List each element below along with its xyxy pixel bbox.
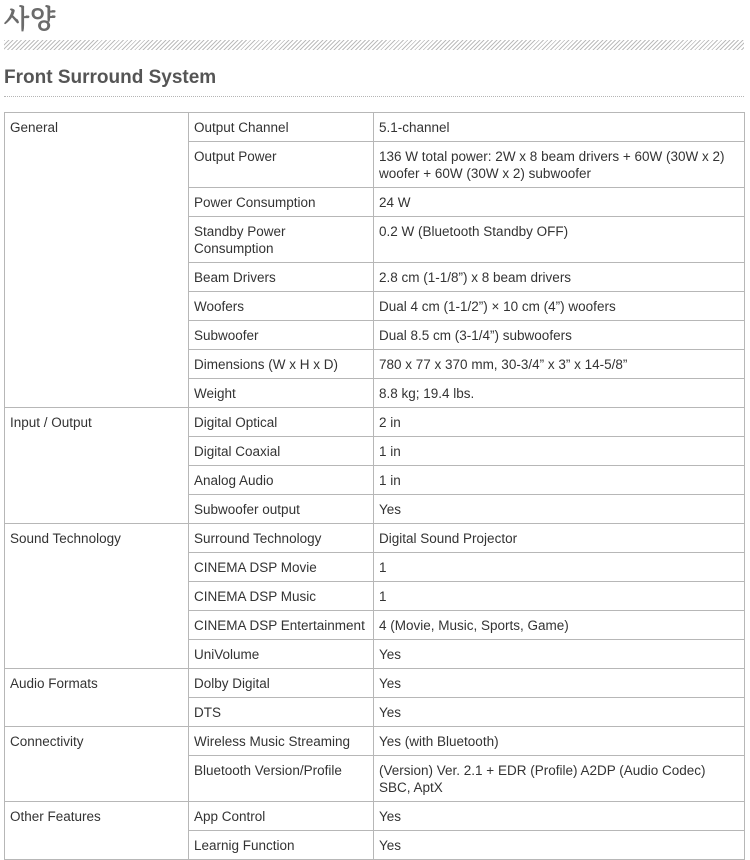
table-row xyxy=(5,113,745,142)
spec-label-cell: Bluetooth Version/Profile xyxy=(189,756,374,802)
spec-group-cell: Audio Formats xyxy=(5,669,189,727)
spec-table-body xyxy=(5,113,745,860)
spec-value-cell: Digital Sound Projector xyxy=(374,524,745,553)
spec-value-cell: 2 in xyxy=(374,408,745,437)
spec-value-cell: 1 xyxy=(374,553,745,582)
spec-value-cell: (Version) Ver. 2.1 + EDR (Profile) A2DP (Audio Codec) SBC, AptX xyxy=(374,756,745,802)
spec-value-cell: 780 x 77 x 370 mm, 30-3/4” x 3” x 14-5/8” xyxy=(374,350,745,379)
table-row xyxy=(5,802,745,831)
spec-label-cell: CINEMA DSP Movie xyxy=(189,553,374,582)
spec-value-cell: Dual 4 cm (1-1/2”) × 10 cm (4”) woofers xyxy=(374,292,745,321)
title-divider xyxy=(4,40,744,50)
spec-value-cell: 4 (Movie, Music, Sports, Game) xyxy=(374,611,745,640)
spec-label-cell: Dimensions (W x H x D) xyxy=(189,350,374,379)
spec-label-cell: Power Consumption xyxy=(189,188,374,217)
spec-label-cell: CINEMA DSP Music xyxy=(189,582,374,611)
spec-value-cell: 1 xyxy=(374,582,745,611)
spec-value-cell: Yes xyxy=(374,669,745,698)
spec-group-cell: Connectivity xyxy=(5,727,189,802)
spec-label-cell: Surround Technology xyxy=(189,524,374,553)
spec-value-cell: Yes xyxy=(374,802,745,831)
spec-value-cell: 8.8 kg; 19.4 lbs. xyxy=(374,379,745,408)
spec-group-cell: General xyxy=(5,113,189,408)
table-row xyxy=(5,669,745,698)
page-title: 사양 xyxy=(4,5,57,35)
spec-label-cell: Weight xyxy=(189,379,374,408)
section-title: Front Surround System xyxy=(4,67,217,88)
spec-label-cell: Output Channel xyxy=(189,113,374,142)
table-row xyxy=(5,408,745,437)
spec-value-cell: 0.2 W (Bluetooth Standby OFF) xyxy=(374,217,745,263)
spec-table xyxy=(4,112,745,860)
spec-group-cell: Other Features xyxy=(5,802,189,860)
spec-label-cell: CINEMA DSP Entertainment xyxy=(189,611,374,640)
spec-label-cell: Learnig Function xyxy=(189,831,374,860)
spec-label-cell: UniVolume xyxy=(189,640,374,669)
spec-value-cell: 1 in xyxy=(374,437,745,466)
spec-value-cell: Yes (with Bluetooth) xyxy=(374,727,745,756)
spec-label-cell: App Control xyxy=(189,802,374,831)
spec-value-cell: 5.1-channel xyxy=(374,113,745,142)
spec-label-cell: Standby Power Consumption xyxy=(189,217,374,263)
spec-label-cell: Digital Coaxial xyxy=(189,437,374,466)
spec-label-cell: Digital Optical xyxy=(189,408,374,437)
spec-value-cell: 24 W xyxy=(374,188,745,217)
spec-value-cell: 2.8 cm (1-1/8”) x 8 beam drivers xyxy=(374,263,745,292)
spec-value-cell: Yes xyxy=(374,831,745,860)
spec-value-cell: Yes xyxy=(374,495,745,524)
spec-group-cell: Sound Technology xyxy=(5,524,189,669)
section-divider xyxy=(4,96,744,97)
table-row xyxy=(5,727,745,756)
spec-value-cell: Dual 8.5 cm (3-1/4”) subwoofers xyxy=(374,321,745,350)
spec-value-cell: 1 in xyxy=(374,466,745,495)
spec-value-cell: 136 W total power: 2W x 8 beam drivers + 60W (30W x 2) woofer + 60W (30W x 2) subwoofer xyxy=(374,142,745,188)
spec-group-cell: Input / Output xyxy=(5,408,189,524)
spec-label-cell: Output Power xyxy=(189,142,374,188)
spec-label-cell: Subwoofer xyxy=(189,321,374,350)
spec-label-cell: Analog Audio xyxy=(189,466,374,495)
spec-label-cell: Woofers xyxy=(189,292,374,321)
spec-label-cell: DTS xyxy=(189,698,374,727)
spec-value-cell: Yes xyxy=(374,698,745,727)
spec-label-cell: Dolby Digital xyxy=(189,669,374,698)
spec-value-cell: Yes xyxy=(374,640,745,669)
spec-label-cell: Subwoofer output xyxy=(189,495,374,524)
spec-label-cell: Beam Drivers xyxy=(189,263,374,292)
table-row xyxy=(5,524,745,553)
spec-label-cell: Wireless Music Streaming xyxy=(189,727,374,756)
